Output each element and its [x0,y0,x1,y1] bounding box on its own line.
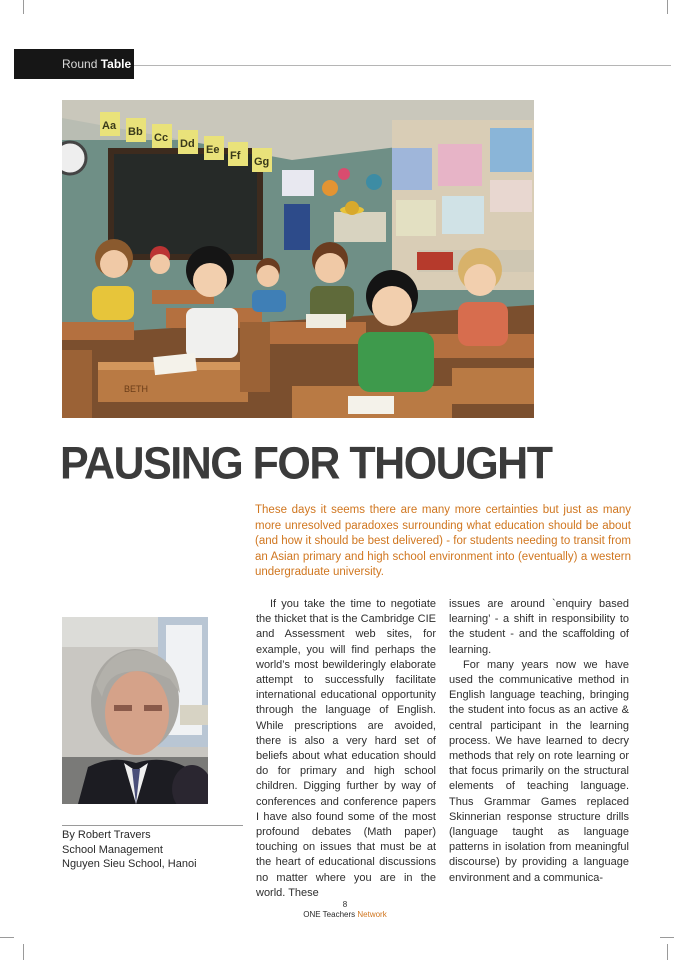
body-paragraph-2: issues are around `enquiry based learning’ - a shift in responsibility to the student - and the scaffolding of learning. [449,598,629,656]
clock-icon [62,142,86,174]
section-label-suffix: Table [100,57,132,71]
alphabet-card-cc: Cc [154,132,169,144]
article-headline: PAUSING FOR THOUGHT [60,438,552,489]
publication-name-a: ONE Teachers [303,910,356,919]
author-photo [62,617,208,804]
alphabet-card-bb: Bb [128,126,143,138]
desk-label-beth: BETH [124,384,149,394]
crop-mark-top-right [667,0,668,14]
body-column-1 [256,597,436,901]
section-label-prefix: Round [62,57,98,71]
crop-mark-bottom-left [23,944,24,960]
page-footer [300,900,390,920]
classroom-illustration [62,100,534,418]
body-column-2 [449,597,629,886]
section-rule [134,65,671,66]
body-paragraph-3: For many years now we have used the communicative method in English language teaching, bringing the student into focus as an active & central participant in the learning process. We have learned to decry methods that rely on rote learning or that focus primarily on the structural elements of teaching language. Thus Grammar Games replaced Skinnerian response structure drills (language taught as language patterns in isolation from meaningful discourse) by providing a language environment and a communica- [449,658,629,884]
alphabet-card-dd: Dd [180,138,195,150]
crop-mark-left-mid [0,937,14,938]
publication-name [300,910,390,920]
alphabet-card-aa: Aa [102,120,117,132]
alphabet-card-ee: Ee [206,144,220,156]
byline-rule [62,825,243,826]
alphabet-card-gg: Gg [254,156,270,168]
publication-name-b: Network [357,910,387,919]
crop-mark-bottom-right [667,944,668,960]
byline-school: Nguyen Sieu School, Hanoi [62,858,197,870]
section-tab [14,49,134,79]
crop-mark-top-left [23,0,24,14]
article-standfirst: These days it seems there are many more certainties but just as many more unresolved paradoxes surrounding what education should be about (and how it should be best delivered) - for students needing to transit from an Asian primary and high school environment into (eventually) a western undergraduate university. [255,504,631,578]
byline-role: School Management [62,843,163,856]
byline [62,828,247,872]
page-number: 8 [342,900,348,909]
alphabet-card-ff: Ff [230,150,241,162]
crop-mark-right-mid [660,937,674,938]
byline-author: By Robert Travers [62,829,151,841]
body-paragraph-1: If you take the time to negotiate the thicket that is the Cambridge CIE and Assessment web sites, for example, you will find perhaps the world’s most bewilderingly elaborate attempt to successfully facilitate international educational opportunity through the language of English. While prescriptions are avoided, there is also a very hard set of beliefs about what education should do for primary and high school children. Digging further by way of conferences and conference papers I have also found some of the most profound debates (Math paper) touching on issues that must be at the heart of educational discussions no matter where you are in the world. These [256,598,436,899]
